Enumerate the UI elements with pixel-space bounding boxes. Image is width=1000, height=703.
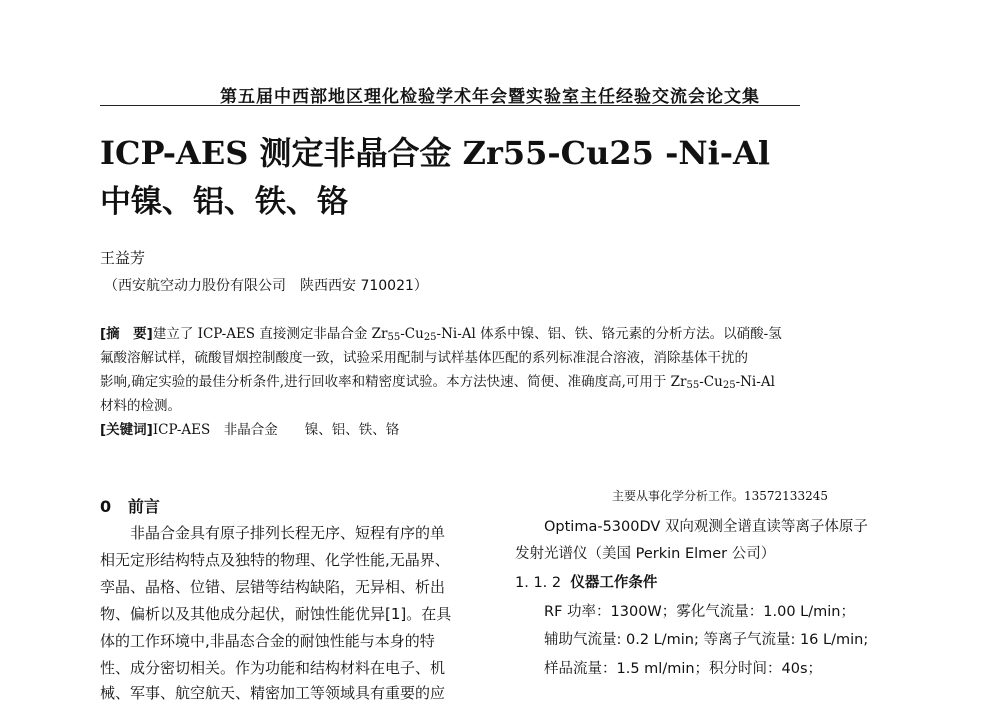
paper-title-line-1: ICP-AES 测定非晶合金 Zr55-Cu25 -Ni-Al [100, 134, 771, 172]
intro-line-3: 孪晶、晶格、位错、层错等结构缺陷，无异相、析出 [100, 578, 446, 596]
abstract-line-1: [摘 要]建立了 ICP-AES 直接测定非晶合金 $Zr_{55}-Cu_{25}-Ni-Al$ 体系中镍、铝、铁、铬元素的分析方法。以硝酸-氢 [100, 326, 782, 343]
condition-line-1: RF 功率：1300W；雾化气流量：1.00 L/min； [515, 604, 855, 620]
author-affiliation: （西安航空动力股份有限公司 陕西西安 710021） [104, 278, 428, 294]
intro-line-5: 体的工作环境中,非晶态合金的耐蚀性能与本身的特 [100, 632, 435, 650]
section-0-heading: 0 前言 [100, 497, 160, 516]
keywords-label: [关键词] [100, 422, 153, 438]
paper-title-line-2: 中镍、铝、铁、铬 [100, 184, 348, 220]
intro-line-4: 物、偏析以及其他成分起伏，耐蚀性能优异[1]。在具 [100, 605, 452, 623]
intro-line-7: 械、军事、航空航天、精密加工等领域具有重要的应 [100, 684, 446, 702]
condition-line-3: 样品流量：1.5 ml/min；积分时间：40s； [515, 661, 823, 677]
intro-line-2: 相无定形结构特点及独特的物理、化学性能,无晶界、 [100, 551, 450, 569]
author-footnote: 主要从事化学分析工作。13572133245 [612, 489, 828, 503]
abstract-line-3: 影响,确定实验的最佳分析条件,进行回收率和精密度试验。本方法快速、简便、准确度高,可用于 $Zr_{55}-Cu_{25}-Ni-Al$ [100, 374, 775, 391]
author-name: 王益芳 [100, 249, 146, 267]
condition-line-2: 辅助气流量: 0.2 L/min; 等离子气流量: 16 L/min; [515, 632, 869, 648]
abstract-line-2: 氟酸溶解试样，硫酸冒烟控制酸度一致，试验采用配制与试样基体匹配的系列标准混合溶液，消除基体干扰的 [100, 350, 748, 366]
intro-line-1: 非晶合金具有原子排列长程无序、短程有序的单 [100, 524, 446, 542]
subsection-1-1-2-heading: 1. 1. 2 仪器工作条件 [515, 575, 658, 591]
abstract-label: [摘 要] [100, 326, 153, 342]
keywords-text: ICP-AES 非晶合金 镍、铝、铁、铬 [152, 422, 400, 438]
abstract-line-4: 材料的检测。 [100, 398, 181, 414]
intro-line-6: 性、成分密切相关。作为功能和结构材料在电子、机 [100, 659, 446, 677]
instrument-line-2: 发射光谱仪（美国 Perkin Elmer 公司） [515, 546, 776, 562]
journal-header: 第五届中西部地区理化检验学术年会暨实验室主任经验交流会论文集 [220, 87, 760, 107]
instrument-line-1: Optima-5300DV 双向观测全谱直读等离子体原子 [515, 519, 868, 535]
header-rule [100, 105, 800, 106]
keywords-line [100, 418, 399, 438]
